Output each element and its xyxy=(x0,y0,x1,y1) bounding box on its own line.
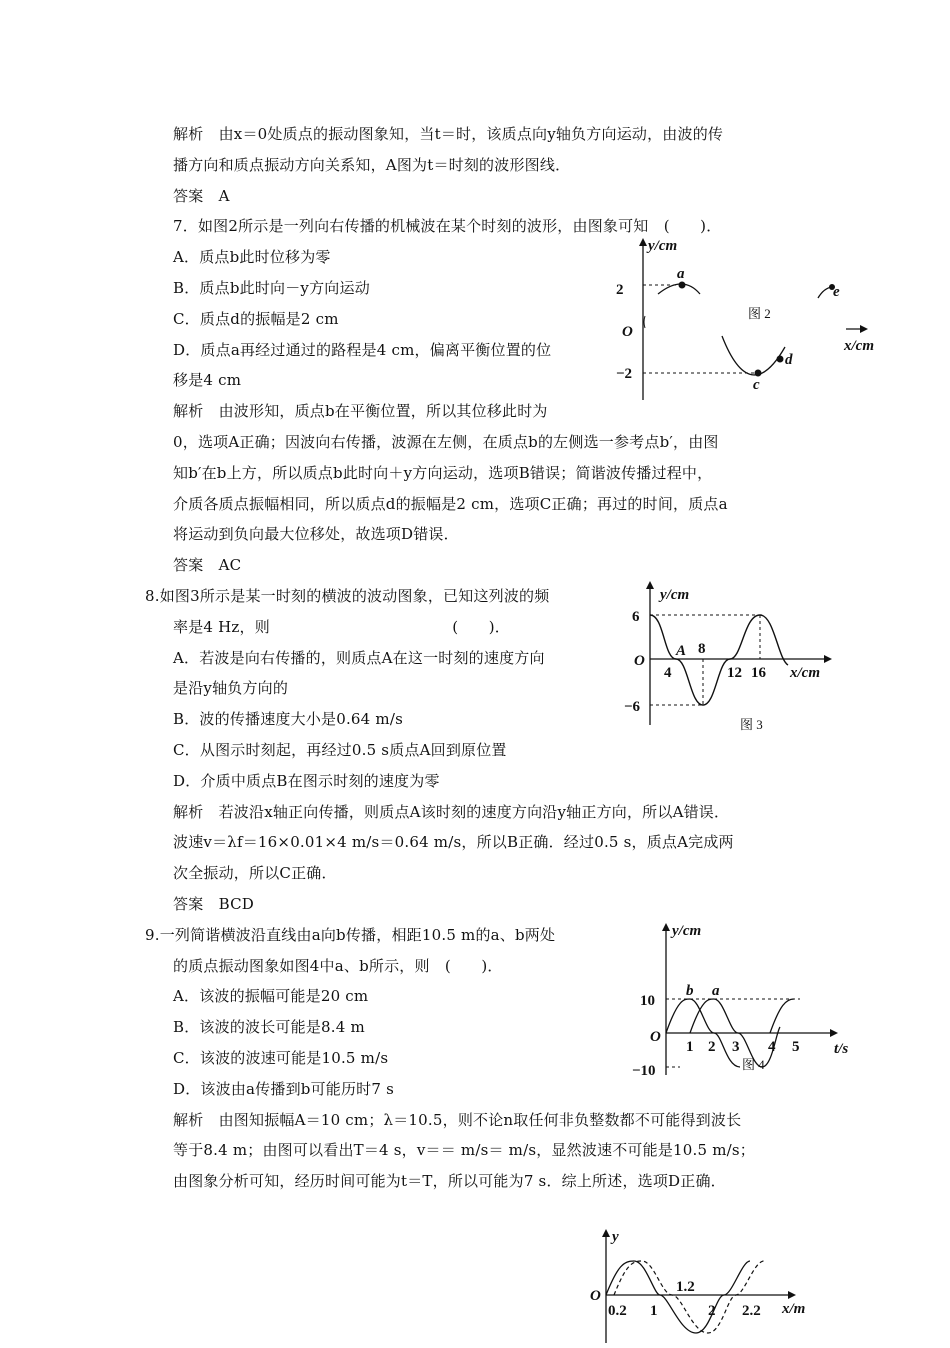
fig4-label-a: a xyxy=(712,983,720,999)
text-line: D．质点a再经过通过的路程是4 cm，偏离平衡位置的位 xyxy=(173,341,552,359)
text-line: A．该波的振幅可能是20 cm xyxy=(173,987,369,1005)
fig5-ylabel: y xyxy=(612,1229,619,1245)
text-line: D．该波由a传播到b可能历时7 s xyxy=(173,1080,394,1098)
text-line: A．质点b此时位移为零 xyxy=(173,248,331,266)
text-line: B．该波的波长可能是8.4 m xyxy=(173,1018,365,1036)
fig4-curve-right xyxy=(770,999,794,1033)
fig3-point-a: A xyxy=(676,643,687,659)
fig3-x-arrow xyxy=(824,655,832,663)
figure-5 xyxy=(584,1225,834,1344)
text-line: C．从图示时刻起，再经过0.5 s质点A回到原位置 xyxy=(173,741,507,759)
text-line: D．介质中质点B在图示时刻的速度为零 xyxy=(173,772,440,790)
fig4-origin: O xyxy=(650,1029,661,1045)
text-line: 8.如图3所示是某一时刻的横波的波动图象，已知这列波的频 xyxy=(145,587,550,605)
fig3-xtick-4: 4 xyxy=(664,665,672,681)
fig2-point-c xyxy=(755,370,762,377)
fig2-x-arrow xyxy=(860,325,868,333)
figure-4 xyxy=(630,915,870,1085)
text-line: A．若波是向右传播的，则质点A在这一时刻的速度方向 xyxy=(173,649,545,667)
fig2-caption: 图 2 xyxy=(748,306,771,321)
fig2-label-c: c xyxy=(753,377,760,393)
text-line: 7．如图2所示是一列向右传播的机械波在某个时刻的波形，由图象可知 ( )． xyxy=(173,217,722,235)
fig2-xlabel: x/cm xyxy=(844,338,874,354)
text-line: 波速v＝λf＝16×0.01×4 m/s＝0.64 m/s，所以B正确．经过0.5 s，质点A完成两 xyxy=(173,833,734,851)
fig4-ylabel: y/cm xyxy=(672,923,702,939)
fig3-xlabel: x/cm xyxy=(790,665,820,681)
fig5-x-arrow xyxy=(788,1291,796,1299)
fig5-label-0.2: 0.2 xyxy=(608,1303,627,1319)
text-line: 是沿y轴负方向的 xyxy=(173,679,289,697)
fig2-label-a: a xyxy=(677,266,685,282)
text-line: 解析 由x＝0处质点的振动图象知，当t＝时，该质点向y轴负方向运动，由波的传 xyxy=(173,125,724,143)
text-line: 知b′在b上方，所以质点b此时向＋y方向运动，选项B错误；简谐波传播过程中， xyxy=(173,464,713,482)
fig4-tick-pos: 10 xyxy=(640,993,655,1009)
fig5-label-2.2: 2.2 xyxy=(742,1303,761,1319)
text-line: C．质点d的振幅是2 cm xyxy=(173,310,339,328)
fig5-label-1.2: 1.2 xyxy=(676,1279,695,1295)
text-line: 等于8.4 m；由图可以看出T＝4 s，v＝＝ m/s＝ m/s，显然波速不可能是10.5 m/s； xyxy=(173,1141,755,1159)
fig3-xtick-12: 12 xyxy=(727,665,742,681)
fig4-y-arrow xyxy=(662,923,670,931)
fig5-label-1: 1 xyxy=(650,1303,658,1319)
fig3-wave xyxy=(650,615,788,705)
text-line: 答案 AC xyxy=(173,556,242,574)
text-line: 移是4 cm xyxy=(173,371,242,389)
text-line: 的质点振动图象如图4中a、b所示，则 ( )． xyxy=(173,957,503,975)
fig2-wave-trough xyxy=(722,336,785,375)
text-line: 次全振动，所以C正确． xyxy=(173,864,337,882)
fig2-point-d xyxy=(777,356,784,363)
figure-2-graph xyxy=(600,232,900,402)
text-line: C．该波的波速可能是10.5 m/s xyxy=(173,1049,389,1067)
fig3-xtick-8: 8 xyxy=(698,641,706,657)
figure-5-graph xyxy=(584,1225,834,1344)
text-line: 9.一列简谐横波沿直线由a向b传播，相距10.5 m的a、b两处 xyxy=(145,926,556,944)
figure-3 xyxy=(620,575,860,735)
text-line: 解析 由波形知，质点b在平衡位置，所以其位移此时为 xyxy=(173,402,548,420)
fig3-ylabel: y/cm xyxy=(660,587,690,603)
fig4-xtick-5: 5 xyxy=(792,1039,800,1055)
fig5-wave-dashed xyxy=(614,1261,764,1333)
fig3-origin: O xyxy=(634,653,645,669)
fig2-wave-left xyxy=(644,316,645,328)
fig3-y-arrow xyxy=(646,581,654,589)
figure-4-graph xyxy=(630,915,870,1085)
fig4-xtick-4: 4 xyxy=(768,1039,776,1055)
text-line: 0，选项A正确；因波向右传播，波源在左侧，在质点b的左侧选一参考点b′，由图 xyxy=(173,433,719,451)
text-line: B．波的传播速度大小是0.64 m/s xyxy=(173,710,403,728)
fig5-origin: O xyxy=(590,1288,601,1304)
fig2-tick-neg: −2 xyxy=(616,366,633,382)
figure-3-graph xyxy=(620,575,860,735)
fig3-caption: 图 3 xyxy=(740,717,763,732)
fig5-label-2: 2 xyxy=(708,1303,716,1319)
fig4-tick-neg: −10 xyxy=(632,1063,656,1079)
fig4-xtick-1: 1 xyxy=(686,1039,694,1055)
fig2-y-arrow xyxy=(639,238,647,246)
fig4-caption: 图 4 xyxy=(742,1057,765,1072)
fig5-wave-solid xyxy=(606,1261,750,1333)
text-line: B．质点b此时向－y方向运动 xyxy=(173,279,370,297)
fig4-xlabel: t/s xyxy=(834,1041,849,1057)
fig2-point-a xyxy=(679,282,686,289)
fig2-tick-pos: 2 xyxy=(616,282,624,298)
text-line: 将运动到负向最大位移处，故选项D错误． xyxy=(173,525,459,543)
fig2-origin: O xyxy=(622,324,633,340)
fig2-ylabel: y/cm xyxy=(648,238,678,254)
fig4-xtick-3: 3 xyxy=(732,1039,740,1055)
fig2-label-d: d xyxy=(785,352,793,368)
fig4-xtick-2: 2 xyxy=(708,1039,716,1055)
fig2-label-e: e xyxy=(833,284,840,300)
figure-2 xyxy=(600,232,900,402)
text-line: 播方向和质点振动方向关系知，A图为t＝时刻的波形图线． xyxy=(173,156,571,174)
text-line: 介质各质点振幅相同，所以质点d的振幅是2 cm，选项C正确；再过的时间，质点a xyxy=(173,495,728,513)
text-line: 解析 由图知振幅A＝10 cm；λ＝10.5，则不论n取任何非负整数都不可能得到波长 xyxy=(173,1111,742,1129)
fig5-xlabel: x/m xyxy=(782,1301,806,1317)
text-line: 答案 A xyxy=(173,187,230,205)
fig4-label-b: b xyxy=(686,983,694,999)
text-line: 解析 若波沿x轴正向传播，则质点A该时刻的速度方向沿y轴正方向，所以A错误． xyxy=(173,803,730,821)
text-line: 由图象分析可知，经历时间可能为t＝T，所以可能为7 s．综上所述，选项D正确． xyxy=(173,1172,726,1190)
text-line: 率是4 Hz，则 ( )． xyxy=(173,618,511,636)
text-line: 答案 BCD xyxy=(173,895,255,913)
fig5-y-arrow xyxy=(602,1229,610,1237)
fig3-xtick-16: 16 xyxy=(751,665,766,681)
fig3-tick-neg: −6 xyxy=(624,699,641,715)
fig3-tick-pos: 6 xyxy=(632,609,640,625)
fig4-x-arrow xyxy=(830,1029,838,1037)
